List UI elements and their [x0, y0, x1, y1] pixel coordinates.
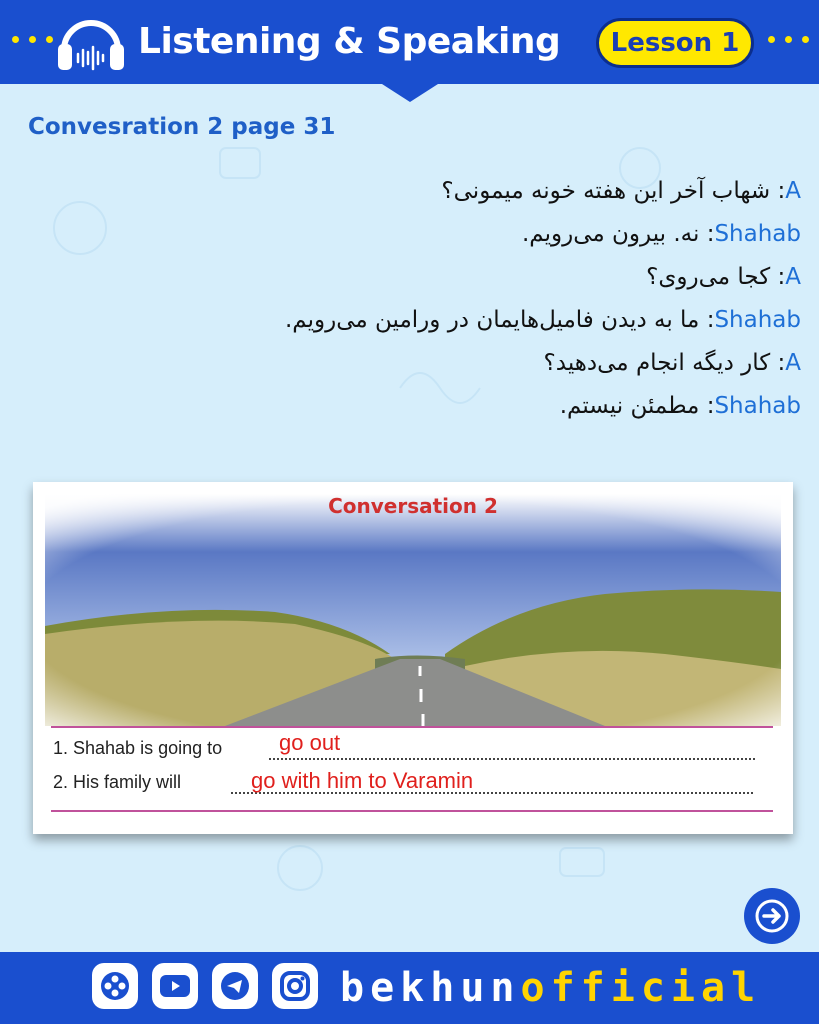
speaker-label: A	[785, 178, 801, 204]
page-reference: Convesration 2 page 31	[28, 114, 336, 140]
film-reel-icon[interactable]	[92, 963, 138, 1009]
dialogue-text: کار دیگه انجام می‌دهید؟	[543, 350, 771, 376]
answer-text: go out	[279, 730, 341, 755]
dialogue-text: شهاب آخر این هفته خونه میمونی؟	[441, 178, 771, 204]
brand-part-1: bekhun	[340, 965, 521, 1011]
dialogue-line: A: شهاب آخر این هفته خونه میمونی؟	[441, 178, 801, 204]
instagram-icon[interactable]	[272, 963, 318, 1009]
telegram-icon[interactable]	[212, 963, 258, 1009]
speaker-label: Shahab	[714, 393, 801, 419]
dialogue-line: A: کار دیگه انجام می‌دهید؟	[543, 350, 801, 376]
arrow-right-icon	[755, 899, 789, 933]
card-title: Conversation 2	[328, 494, 498, 518]
divider-top	[51, 726, 773, 728]
header-title: Listening & Speaking	[138, 21, 561, 62]
exercise-prompt: 1. Shahab is going to	[53, 738, 223, 758]
dialogue-text: نه. بیرون می‌رویم.	[521, 221, 700, 247]
dialogue-line: Shahab: مطمئن نیستم.	[559, 393, 801, 419]
answer-text: go with him to Varamin	[251, 768, 474, 793]
next-button[interactable]	[744, 888, 800, 944]
header-notch	[382, 84, 438, 102]
dialogue-line: Shahab: ما به دیدن فامیل‌هایمان در ورامین می‌رویم.	[284, 307, 801, 333]
divider-bottom	[51, 810, 773, 812]
speaker-label: A	[785, 350, 801, 376]
answer-blank	[269, 758, 755, 760]
dialogue-line: Shahab: نه. بیرون می‌رویم.	[521, 221, 801, 247]
dialogue-text: کجا می‌روی؟	[646, 264, 771, 290]
speaker-label: Shahab	[714, 307, 801, 333]
youtube-icon[interactable]	[152, 963, 198, 1009]
exercise-card	[33, 482, 793, 834]
road-landscape-image	[45, 494, 781, 726]
headphones-icon	[56, 12, 126, 72]
speaker-label: A	[785, 264, 801, 290]
decorative-dots-left	[12, 36, 53, 43]
speaker-label: Shahab	[714, 221, 801, 247]
decorative-dots-right	[768, 36, 809, 43]
brand-part-2: official	[520, 965, 762, 1011]
brand-name	[340, 962, 761, 1014]
dialogue-text: مطمئن نیستم.	[559, 393, 700, 419]
dialogue	[101, 170, 801, 428]
dialogue-line: A: کجا می‌روی؟	[646, 264, 801, 290]
lesson-badge: Lesson 1	[596, 18, 754, 68]
exercise-prompt: 2. His family will	[53, 772, 182, 792]
dialogue-text: ما به دیدن فامیل‌هایمان در ورامین می‌رویم.	[284, 307, 700, 333]
